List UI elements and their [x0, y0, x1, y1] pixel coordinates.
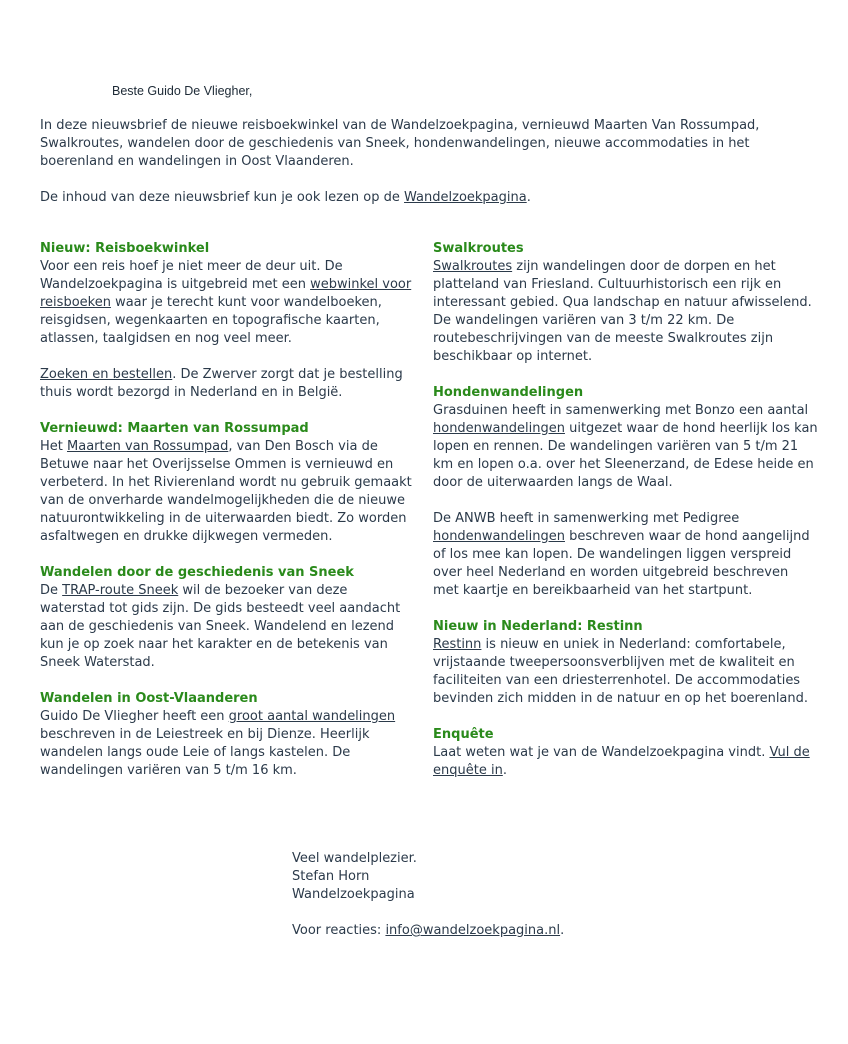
section-title: Wandelen in Oost-Vlaanderen — [40, 691, 258, 706]
section-title: Enquête — [433, 727, 494, 742]
section-restinn — [433, 618, 818, 708]
section-text: De ANWB heeft in samenwerking met Pedigree hondenwandelingen beschreven waar de hond aangelijnd of los mee kan lopen. De wandelingen liggen verspreid over heel Nederland en worden uitgebreid beschreven met kaartje en bereikbaarheid van het startpunt. — [433, 511, 810, 598]
section-text: Grasduinen heeft in samenwerking met Bonzo een aantal hondenwandelingen uitgezet waar de hond heerlijk los kan lopen en rennen. De wandelingen variëren van 5 t/m 21 km en lopen o.a. over het Sleenerzand, de Edese heide en door de uiterwaarden langs de Waal. — [433, 403, 818, 490]
section-enquete — [433, 726, 818, 780]
section-oost-vlaanderen — [40, 690, 412, 780]
section-swalkroutes — [433, 240, 818, 366]
section-text: Voor een reis hoef je niet meer de deur uit. De Wandelzoekpagina is uitgebreid met een webwinkel voor reisboeken waar je terecht kunt voor wandelboeken, reisgidsen, wegenkaarten en topografische kaarten, atlassen, taalgidsen en nog veel meer. — [40, 259, 412, 346]
section-title: Nieuw in Nederland: Restinn — [433, 619, 643, 634]
section-sneek — [40, 564, 412, 672]
wandelingen-link[interactable]: groot aantal wandelingen — [228, 709, 396, 724]
enquete-link[interactable]: Vul de enquête in — [433, 745, 810, 778]
webwinkel-link[interactable]: webwinkel voor reisboeken — [40, 277, 412, 310]
rossumpad-link[interactable]: Maarten van Rossumpad — [67, 439, 229, 454]
section-title: Swalkroutes — [433, 241, 524, 256]
hondenwandelingen-link[interactable]: hondenwandelingen — [433, 421, 565, 436]
email-link[interactable]: info@wandelzoekpagina.nl — [385, 923, 561, 938]
section-reisboekwinkel — [40, 240, 412, 402]
section-title: Wandelen door de geschiedenis van Sneek — [40, 565, 354, 580]
section-title: Nieuw: Reisboekwinkel — [40, 241, 210, 256]
section-title: Vernieuwd: Maarten van Rossumpad — [40, 421, 309, 436]
section-title: Hondenwandelingen — [433, 385, 584, 400]
signoff-line: Veel wandelplezier. — [292, 851, 417, 866]
section-text: De TRAP-route Sneek wil de bezoeker van deze waterstad tot gids zijn. De gids besteedt veel aandacht aan de geschiedenis van Sneek. Wandelend en lezend kun je op zoek naar het karakter en de betekenis van Sneek Waterstad. — [40, 583, 401, 670]
signoff-name: Stefan Horn — [292, 869, 370, 884]
greeting: Beste Guido De Vliegher, — [112, 84, 253, 98]
anwb-hondenwandelingen-link[interactable]: hondenwandelingen — [433, 529, 565, 544]
section-text: Zoeken en bestellen. De Zwerver zorgt dat je bestelling thuis wordt bezorgd in Nederland en in België. — [40, 367, 403, 400]
section-text: Laat weten wat je van de Wandelzoekpagina vindt. Vul de enquête in. — [433, 745, 810, 778]
swalkroutes-link[interactable]: Swalkroutes — [433, 259, 513, 274]
right-column — [433, 240, 818, 798]
section-text: Het Maarten van Rossumpad, van Den Bosch via de Betuwe naar het Overijsselse Ommen is vernieuwd en verbeterd. In het Rivierenland wordt nu gebruik gemaakt van de onverharde wandelmogelijkheden die de nieuwe natuurontwikkeling in de uiterwaarden biedt. Zo worden asfaltwegen en drukke dijkwegen vermeden. — [40, 439, 412, 544]
signoff-org: Wandelzoekpagina — [292, 887, 415, 902]
left-column — [40, 240, 412, 798]
section-hondenwandelingen — [433, 384, 818, 600]
signature-block — [292, 850, 692, 940]
trap-route-link[interactable]: TRAP-route Sneek — [62, 583, 179, 598]
section-text: Swalkroutes zijn wandelingen door de dorpen en het platteland van Friesland. Cultuurhistorisch een rijk en interessant gebied. Qua landschap en natuur afwisselend. De wandelingen variëren van 3 t/m 22 km. De routebeschrijvingen van de meeste Swalkroutes zijn beschikbaar op internet. — [433, 259, 812, 364]
zoeken-bestellen-link[interactable]: Zoeken en bestellen — [40, 367, 173, 382]
restinn-link[interactable]: Restinn — [433, 637, 482, 652]
intro-paragraph: In deze nieuwsbrief de nieuwe reisboekwinkel van de Wandelzoekpagina, vernieuwd Maarten Van Rossumpad, Swalkroutes, wandelen door de geschiedenis van Sneek, hondenwandelingen, nieuwe accommodaties in het boerenland en wandelingen in Oost Vlaanderen. — [40, 118, 760, 169]
wandelzoekpagina-link[interactable]: Wandelzoekpagina — [404, 190, 527, 205]
section-text: Guido De Vliegher heeft een groot aantal wandelingen beschreven in de Leiestreek en bij Dienze. Heerlijk wandelen langs oude Leie of langs kastelen. De wandelingen variëren van 5 t/m 16 km. — [40, 709, 396, 778]
contact-line: Voor reacties: info@wandelzoekpagina.nl. — [292, 923, 565, 938]
section-text: Restinn is nieuw en uniek in Nederland: comfortabele, vrijstaande tweepersoonsverblijven met de kwaliteit en faciliteiten van een driesterrenhotel. De accommodaties bevinden zich midden in de natuur en op het boerenland. — [433, 637, 809, 706]
intro-online-paragraph: De inhoud van deze nieuwsbrief kun je ook lezen op de Wandelzoekpagina. — [40, 190, 531, 205]
section-rossumpad — [40, 420, 412, 546]
intro-online-text: De inhoud van deze nieuwsbrief kun je ook lezen op de — [40, 190, 405, 205]
